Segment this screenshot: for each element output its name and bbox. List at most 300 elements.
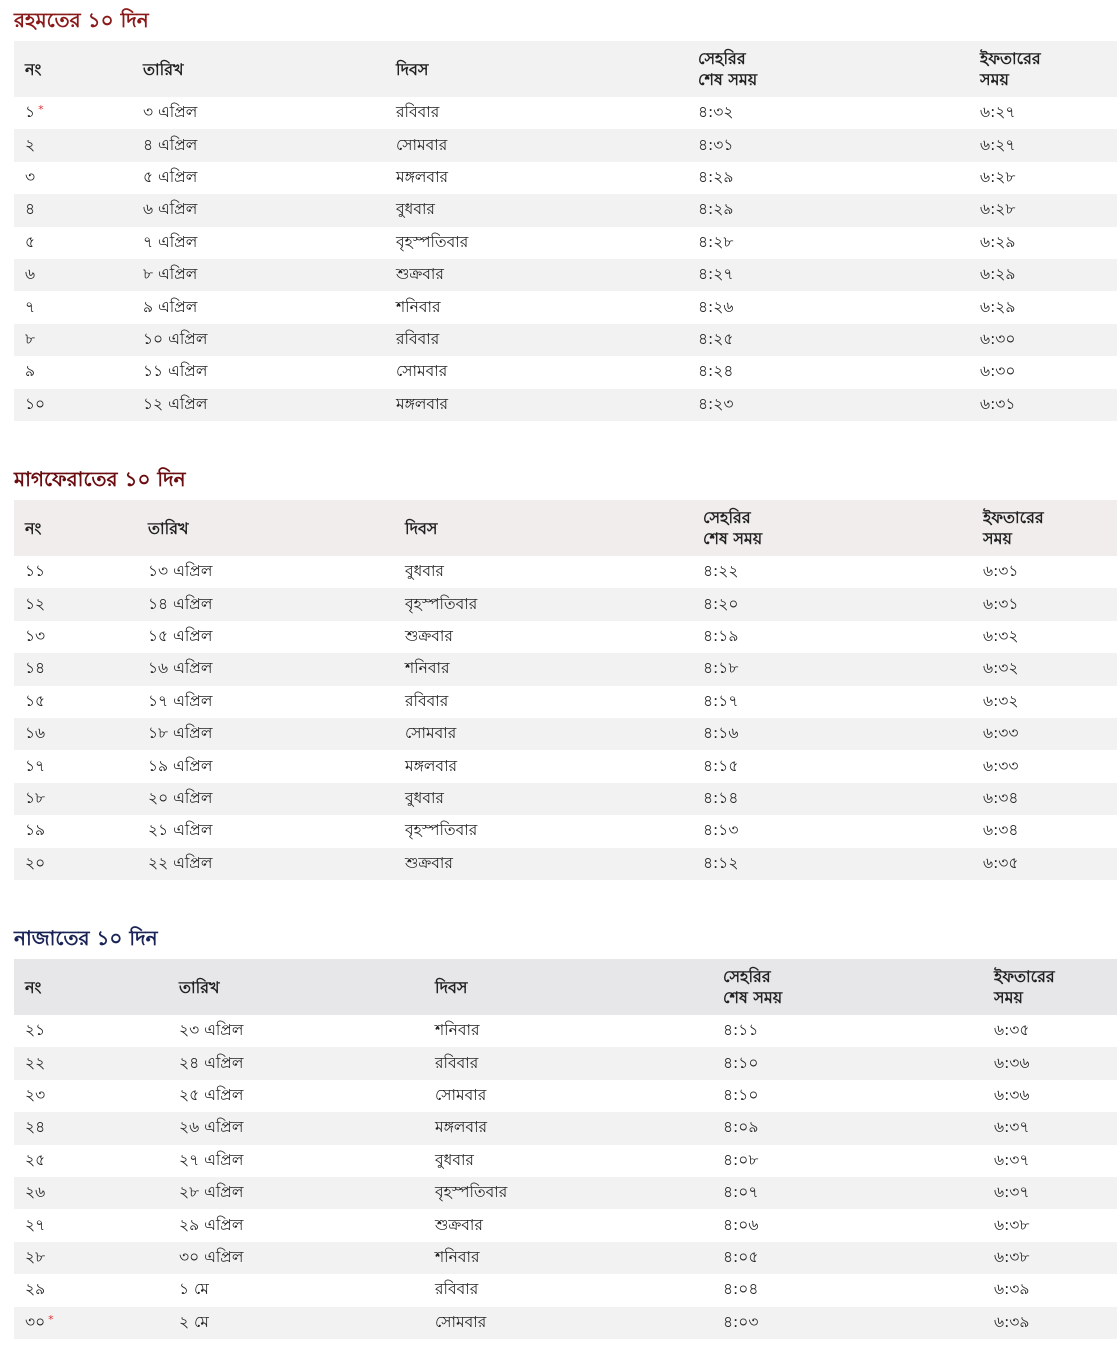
row-iftar-time-text: ৬:৩৮ [994,1247,1030,1266]
row-number-text: ১১ [25,562,46,581]
row-number [14,97,132,129]
row-sehri-time [712,1242,983,1274]
row-date [132,291,385,323]
row-date [132,194,385,226]
table-row [14,227,1117,259]
row-day [385,129,687,161]
row-sehri-time [687,389,969,421]
row-sehri-time [687,194,969,226]
table-row [14,259,1117,291]
row-sehri-time [712,1209,983,1241]
row-day [385,227,687,259]
row-day-text: শুক্রবার [405,853,453,872]
row-number [14,588,137,620]
row-number [14,356,132,388]
row-iftar-time [969,227,1117,259]
row-number-text: ৫ [25,232,36,251]
row-number-text: ১৮ [25,788,46,807]
row-sehri-time [692,588,972,620]
footnote-star: * [48,1312,54,1326]
row-day-text: সোমবার [405,724,457,743]
row-date-text: ২২ এপ্রিল [148,853,213,872]
row-day-text: শনিবার [405,659,450,678]
row-sehri-time-text: ৪:০৫ [723,1247,759,1266]
row-date-text: ৪ এপ্রিল [143,135,198,154]
row-sehri-time [687,129,969,161]
row-day [424,1015,712,1047]
row-day [394,750,692,782]
row-iftar-time [972,653,1117,685]
table-row [14,750,1117,782]
row-number-text: ২৮ [25,1247,46,1266]
row-iftar-time-text: ৬:২৭ [980,135,1016,154]
row-number-text: ২০ [25,853,46,872]
row-date-text: ১৮ এপ্রিল [148,724,213,743]
row-sehri-time [692,750,972,782]
row-sehri-time [692,653,972,685]
row-sehri-time [712,1307,983,1339]
row-iftar-time [972,556,1117,588]
row-iftar-time [969,129,1117,161]
section-rahmat [14,0,1117,421]
row-day-text: বৃহস্পতিবার [396,232,469,251]
row-sehri-time-text: ৪:১৬ [703,724,739,743]
table-row [14,718,1117,750]
row-date [132,227,385,259]
table-row [14,291,1117,323]
row-sehri-time-text: ৪:১৯ [703,626,739,645]
row-iftar-time-text: ৬:৩১ [983,594,1019,613]
row-day-text: শনিবার [435,1247,480,1266]
row-day-text: বৃহস্পতিবার [435,1183,508,1202]
row-sehri-time [687,162,969,194]
row-iftar-time-text: ৬:৩৬ [994,1053,1030,1072]
row-date-text: ১০ এপ্রিল [143,329,208,348]
row-iftar-time-text: ৬:২৯ [980,265,1016,284]
row-iftar-time-text: ৬:২৯ [980,232,1016,251]
row-number-text: ২২ [25,1053,46,1072]
row-number-text: ৬ [25,265,36,284]
row-iftar-time [983,1112,1117,1144]
row-iftar-time-text: ৬:৩০ [980,329,1016,348]
row-day [385,97,687,129]
row-number-text: ২৪ [25,1118,46,1137]
row-date-text: ১ মে [179,1280,209,1299]
row-iftar-time-text: ৬:৩৪ [983,821,1019,840]
row-number [14,1274,168,1306]
row-day [385,162,687,194]
row-sehri-time-text: ৪:২৯ [698,200,734,219]
row-iftar-time [983,1177,1117,1209]
row-iftar-time [972,621,1117,653]
row-date-text: ১১ এপ্রিল [143,362,208,381]
row-day-text: রবিবার [435,1280,479,1299]
row-day [394,621,692,653]
row-day-text: মঙ্গলবার [405,756,458,775]
row-date [132,162,385,194]
row-sehri-time-text: ৪:২৭ [698,265,734,284]
row-number-text: ৪ [25,200,36,219]
row-number [14,750,137,782]
row-number [14,1307,168,1339]
row-day [394,686,692,718]
row-day-text: বুধবার [405,562,444,581]
row-number [14,686,137,718]
header-sehri-line1: সেহরির [723,967,771,986]
row-date [168,1080,424,1112]
row-iftar-time-text: ৬:৩২ [983,626,1019,645]
row-date-text: ৯ এপ্রিল [143,297,198,316]
row-sehri-time-text: ৪:১৩ [703,821,739,840]
row-iftar-time [983,1080,1117,1112]
header-no: নং [25,977,42,997]
row-iftar-time-text: ৬:৩৫ [994,1021,1030,1040]
row-iftar-time [983,1145,1117,1177]
row-number [14,621,137,653]
row-iftar-time [972,848,1117,880]
row-date-text: ২৫ এপ্রিল [179,1085,244,1104]
row-iftar-time-text: ৬:৩৭ [994,1150,1030,1169]
table-row [14,1080,1117,1112]
header-day: দিবস [396,59,429,79]
row-number-text: ১২ [25,594,46,613]
row-day [424,1080,712,1112]
row-number [14,324,132,356]
row-day [394,783,692,815]
row-number-text: ২৫ [25,1150,46,1169]
row-date [132,129,385,161]
row-date-text: ১৫ এপ্রিল [148,626,213,645]
row-day-text: শুক্রবার [405,626,453,645]
row-sehri-time-text: ৪:২৬ [698,297,734,316]
table-row [14,356,1117,388]
row-iftar-time [983,1209,1117,1241]
row-number [14,227,132,259]
row-day [385,356,687,388]
row-iftar-time-text: ৬:৩১ [980,394,1016,413]
row-iftar-time [983,1274,1117,1306]
row-number-text: ২৭ [25,1215,46,1234]
row-sehri-time [687,227,969,259]
row-day-text: শনিবার [435,1021,480,1040]
row-sehri-time-text: ৪:১০ [723,1053,759,1072]
row-iftar-time-text: ৬:৩৩ [983,724,1019,743]
row-iftar-time-text: ৬:৩৭ [994,1183,1030,1202]
row-iftar-time-text: ৬:৩৯ [994,1280,1030,1299]
row-number-text: ১৬ [25,724,46,743]
header-no: নং [25,59,42,79]
header-iftar-line2: সময় [983,529,1012,548]
row-number-text: ১৩ [25,626,46,645]
header-sehri-line1: সেহরির [698,49,746,68]
row-day [424,1307,712,1339]
row-sehri-time-text: ৪:২২ [703,562,739,581]
row-day [424,1047,712,1079]
row-sehri-time [687,259,969,291]
row-sehri-time [712,1145,983,1177]
row-date-text: ২৭ এপ্রিল [179,1150,244,1169]
row-day [424,1177,712,1209]
row-iftar-time [983,1047,1117,1079]
row-day-text: বৃহস্পতিবার [405,821,478,840]
row-date [168,1242,424,1274]
row-iftar-time-text: ৬:৩২ [983,659,1019,678]
header-iftar-line2: সময় [994,988,1023,1007]
row-date-text: ২৩ এপ্রিল [179,1021,244,1040]
row-iftar-time [972,750,1117,782]
row-day-text: সোমবার [396,362,448,381]
row-sehri-time-text: ৪:০৩ [723,1312,759,1331]
row-number-text: ৩ [25,167,36,186]
table-row [14,389,1117,421]
row-number-text: ১০ [25,394,46,413]
section-magfirat [14,459,1117,880]
row-iftar-time [983,1242,1117,1274]
row-sehri-time-text: ৪:১৫ [703,756,739,775]
table-row [14,1145,1117,1177]
row-number-text: ১৭ [25,756,46,775]
row-sehri-time-text: ৪:১২ [703,853,739,872]
row-number [14,1209,168,1241]
row-date [132,97,385,129]
row-date [137,588,394,620]
table-row [14,1177,1117,1209]
table-row [14,324,1117,356]
header-date: তারিখ [148,518,189,538]
row-date-text: ২ মে [179,1312,209,1331]
row-iftar-time-text: ৬:৩৩ [983,756,1019,775]
row-sehri-time [712,1015,983,1047]
row-iftar-time-text: ৬:২৯ [980,297,1016,316]
row-sehri-time [712,1080,983,1112]
row-number [14,389,132,421]
row-sehri-time-text: ৪:২৩ [698,394,734,413]
row-sehri-time [712,1274,983,1306]
row-iftar-time [972,686,1117,718]
row-number [14,1242,168,1274]
row-date-text: ১৬ এপ্রিল [148,659,213,678]
row-day [394,815,692,847]
row-day-text: মঙ্গলবার [396,167,449,186]
row-iftar-time-text: ৬:৩৭ [994,1118,1030,1137]
table-row [14,1209,1117,1241]
row-number-text: ২ [25,135,36,154]
row-number [14,1145,168,1177]
header-date: তারিখ [143,59,184,79]
row-day [394,653,692,685]
row-sehri-time-text: ৪:১৮ [703,659,739,678]
row-number [14,556,137,588]
row-date [132,389,385,421]
row-number-text: ২৯ [25,1280,46,1299]
row-date-text: ২৪ এপ্রিল [179,1053,244,1072]
row-date [137,621,394,653]
row-day-text: মঙ্গলবার [396,394,449,413]
row-number-text: ৩০ [25,1312,46,1331]
row-date [168,1145,424,1177]
table-row [14,1242,1117,1274]
row-sehri-time-text: ৪:০৮ [723,1150,759,1169]
row-number [14,653,137,685]
header-sehri-line2: শেষ সময় [723,988,783,1007]
row-sehri-time-text: ৪:১০ [723,1085,759,1104]
row-number [14,815,137,847]
row-day [424,1209,712,1241]
row-iftar-time [972,815,1117,847]
section-najat [14,918,1117,1339]
row-day-text: বৃহস্পতিবার [405,594,478,613]
row-day [424,1274,712,1306]
row-sehri-time [712,1177,983,1209]
row-date [137,718,394,750]
row-date [168,1015,424,1047]
row-date [132,324,385,356]
header-iftar [969,41,1117,97]
row-iftar-time-text: ৬:২৮ [980,200,1016,219]
row-day [424,1112,712,1144]
header-iftar-line2: সময় [980,70,1009,89]
row-day-text: রবিবার [396,329,440,348]
table-row [14,129,1117,161]
footnote-star: * [38,103,44,117]
row-iftar-time [972,588,1117,620]
row-date-text: ২৯ এপ্রিল [179,1215,244,1234]
row-number-text: ২৬ [25,1183,46,1202]
table-row [14,783,1117,815]
row-number [14,783,137,815]
row-iftar-time [969,162,1117,194]
header-iftar-line1: ইফতারের [994,967,1055,986]
row-date-text: ১৪ এপ্রিল [148,594,213,613]
row-day [385,291,687,323]
row-day [385,324,687,356]
row-number [14,1177,168,1209]
row-date [137,653,394,685]
row-iftar-time [969,324,1117,356]
row-date-text: ২৬ এপ্রিল [179,1118,244,1137]
row-date-text: ৩০ এপ্রিল [179,1247,244,1266]
row-day [424,1145,712,1177]
row-day [385,389,687,421]
row-iftar-time [983,1307,1117,1339]
row-day-text: রবিবার [435,1053,479,1072]
table-row [14,621,1117,653]
section-title: মাগফেরাতের ১০ দিন [14,467,186,491]
row-date-text: ৫ এপ্রিল [143,167,198,186]
row-sehri-time-text: ৪:০৭ [723,1183,759,1202]
row-sehri-time [712,1112,983,1144]
row-date [132,356,385,388]
schedule-table [14,500,1117,880]
row-sehri-time-text: ৪:৩২ [698,103,734,122]
table-row [14,1015,1117,1047]
row-date [137,556,394,588]
row-iftar-time-text: ৬:৩৫ [983,853,1019,872]
header-sehri [712,959,983,1015]
row-day [394,588,692,620]
row-date [168,1274,424,1306]
row-iftar-time-text: ৬:৩৬ [994,1085,1030,1104]
row-sehri-time [692,783,972,815]
row-number [14,1080,168,1112]
row-date [137,686,394,718]
row-date-text: ১২ এপ্রিল [143,394,208,413]
row-sehri-time-text: ৪:২৮ [698,232,734,251]
header-iftar [983,959,1117,1015]
schedule-table [14,41,1117,421]
row-sehri-time-text: ৪:২৫ [698,329,734,348]
row-date-text: ১৯ এপ্রিল [148,756,213,775]
table-row [14,1047,1117,1079]
row-date-text: ২৮ এপ্রিল [179,1183,244,1202]
row-date-text: ২১ এপ্রিল [148,821,213,840]
row-day-text: বুধবার [405,788,444,807]
table-row [14,194,1117,226]
row-sehri-time [692,621,972,653]
row-number [14,162,132,194]
row-sehri-time [692,718,972,750]
row-day-text: সোমবার [396,135,448,154]
row-date [168,1112,424,1144]
row-sehri-time-text: ৪:১৪ [703,788,739,807]
header-no: নং [25,518,42,538]
table-row [14,848,1117,880]
table-row [14,162,1117,194]
row-iftar-time-text: ৬:৩৮ [994,1215,1030,1234]
row-date-text: ১৭ এপ্রিল [148,691,213,710]
row-day [385,194,687,226]
row-sehri-time [687,97,969,129]
row-sehri-time-text: ৪:২০ [703,594,739,613]
row-iftar-time-text: ৬:৩৪ [983,788,1019,807]
section-title: রহমতের ১০ দিন [14,8,149,32]
header-day: দিবস [405,518,438,538]
row-iftar-time-text: ৬:৩০ [980,362,1016,381]
row-number-text: ৯ [25,362,36,381]
row-day-text: শনিবার [396,297,441,316]
row-day-text: সোমবার [435,1312,487,1331]
row-iftar-time [969,194,1117,226]
table-row [14,686,1117,718]
row-day-text: রবিবার [396,103,440,122]
row-date [137,783,394,815]
table-row [14,556,1117,588]
row-sehri-time [712,1047,983,1079]
row-number [14,194,132,226]
table-row [14,1274,1117,1306]
row-date [132,259,385,291]
header-sehri [692,500,972,556]
row-sehri-time [692,556,972,588]
row-day [394,556,692,588]
row-number [14,718,137,750]
row-date [168,1307,424,1339]
row-day-text: শুক্রবার [435,1215,483,1234]
row-date-text: ৭ এপ্রিল [143,232,198,251]
header-sehri [687,41,969,97]
row-sehri-time [692,686,972,718]
table-header [14,41,1117,97]
row-iftar-time-text: ৬:২৭ [980,103,1016,122]
row-sehri-time-text: ৪:০৪ [723,1280,759,1299]
row-sehri-time [687,324,969,356]
row-day-text: বুধবার [396,200,435,219]
row-day-text: সোমবার [435,1085,487,1104]
row-number [14,259,132,291]
row-sehri-time [692,848,972,880]
table-row [14,97,1117,129]
row-iftar-time-text: ৬:২৮ [980,167,1016,186]
